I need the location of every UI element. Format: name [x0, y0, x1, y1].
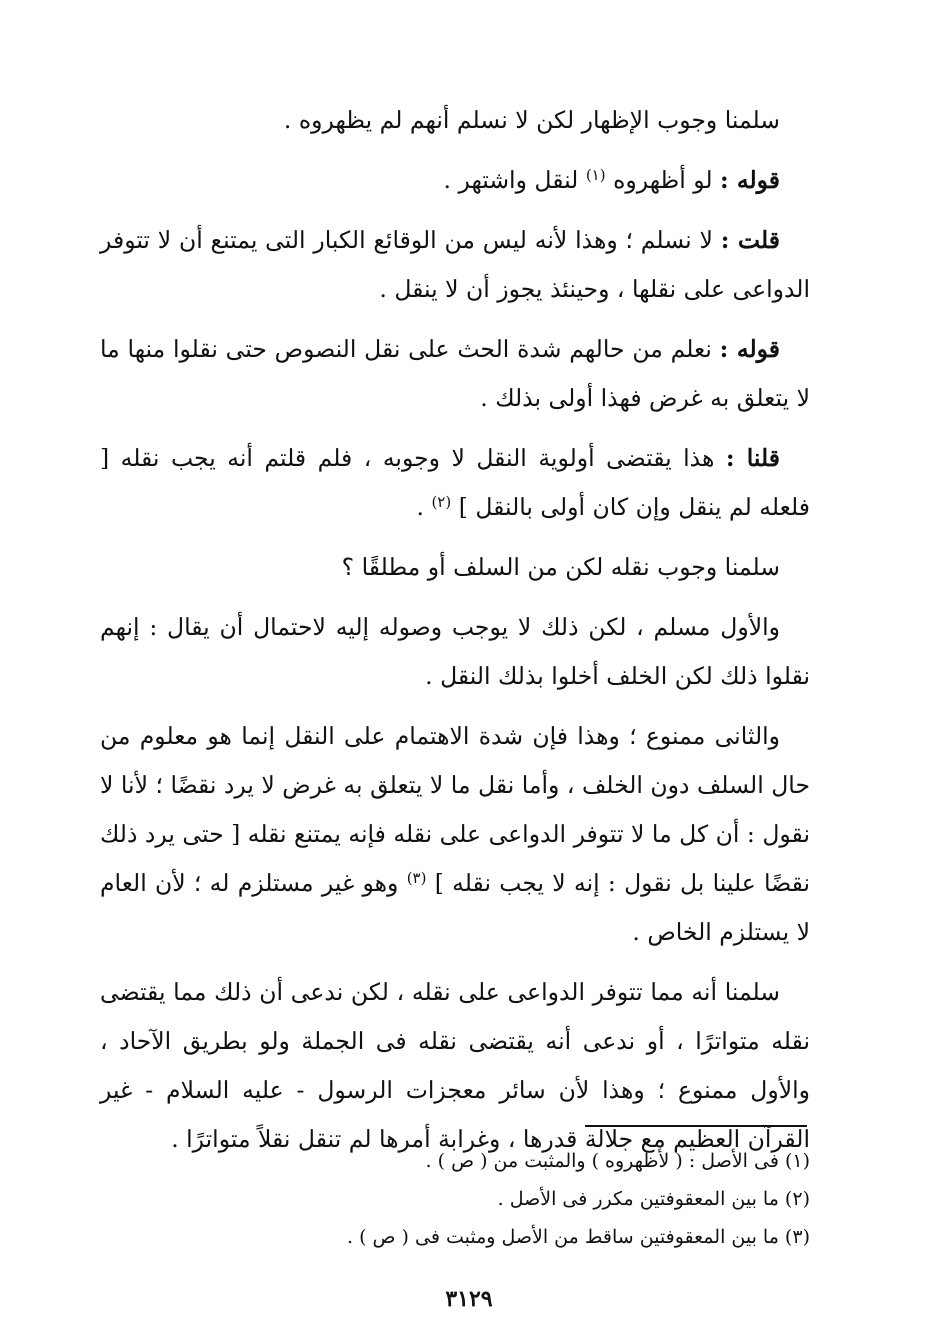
- page-number: ٣١٢٩: [445, 1286, 493, 1312]
- paragraph-5-text-before: هذا يقتضى أولوية النقل لا وجوبه ، فلم قلتم أنه يجب نقله [ فلعله لم ينقل وإن كان أولى بالنقل ]: [100, 444, 810, 521]
- paragraph-4-text: نعلم من حالهم شدة الحث على نقل النصوص حتى نقلوا منها ما لا يتعلق به غرض فهذا أولى بذلك .: [100, 335, 810, 412]
- paragraph-7-text: والأول مسلم ، لكن ذلك لا يوجب وصوله إليه لاحتمال أن يقال : إنهم نقلوا ذلك لكن الخلف أخلوا بذلك النقل .: [100, 613, 810, 690]
- paragraph-2-text-before: لو أظهروه: [605, 166, 720, 194]
- paragraph-1: [100, 96, 810, 145]
- paragraph-5: [100, 434, 810, 532]
- paragraph-6: [100, 543, 810, 592]
- paragraph-3-text: لا نسلم ؛ وهذا لأنه ليس من الوقائع الكبار التى يمتنع أن لا تتوفر الدواعى على نقلها ، وحينئذ يجوز أن لا ينقل .: [100, 226, 810, 303]
- paragraph-9-text: سلمنا أنه مما تتوفر الدواعى على نقله ، لكن ندعى أن ذلك مما يقتضى نقله متواترًا ، أو ندعى أنه يقتضى نقله فى الجملة ولو بطريق الآحاد ، والأول ممنوع ؛ وهذا لأن سائر معجزات الرسول - عليه السلام - غير القرآن العظيم مع جلالة قدرها ، وغرابة أمرها لم تنقل نقلاً متواترًا .: [100, 978, 810, 1153]
- footnotes: [100, 1142, 810, 1256]
- paragraph-2-label: قوله :: [720, 166, 780, 194]
- paragraph-1-text: سلمنا وجوب الإظهار لكن لا نسلم أنهم لم يظهروه .: [283, 106, 780, 134]
- main-text: [100, 96, 810, 1175]
- paragraph-5-label: قلنا :: [725, 444, 780, 472]
- paragraph-7: [100, 603, 810, 701]
- footnote-ref-3: (٣): [406, 869, 427, 887]
- footnote-1: (١) فى الأصل : ( لأظهروه ) والمثبت من ( ص ) .: [425, 1150, 810, 1172]
- paragraph-4-label: قوله :: [719, 335, 780, 363]
- paragraph-3: [100, 216, 810, 314]
- footnote-ref-2: (٢): [431, 493, 452, 511]
- footnote-2: (٢) ما بين المعقوفتين مكرر فى الأصل .: [497, 1188, 810, 1210]
- paragraph-6-text: سلمنا وجوب نقله لكن من السلف أو مطلقًا ؟: [341, 553, 780, 581]
- paragraph-8-text-after: وهو غير مستلزم له ؛ لأن العام لا يستلزم الخاص .: [100, 869, 810, 946]
- paragraph-5-text-after: .: [416, 493, 432, 521]
- paragraph-8-text-before: والثانى ممنوع ؛ وهذا فإن شدة الاهتمام على النقل إنما هو معلوم من حال السلف دون الخلف ، وأما نقل ما لا يتعلق به غرض لا يرد نقضًا ؛ لأنا لا نقول : أن كل ما لا تتوفر الدواعى على نقله فإنه يمتنع نقله [ حتى يرد ذلك نقضًا علينا بل نقول : إنه لا يجب نقله ]: [100, 722, 810, 897]
- paragraph-4: [100, 325, 810, 423]
- footnote-ref-1: (١): [585, 166, 606, 184]
- paragraph-9: [100, 968, 810, 1164]
- paragraph-2: [100, 156, 810, 205]
- footnote-divider: [585, 1125, 807, 1127]
- paragraph-8: [100, 712, 810, 957]
- paragraph-2-text-after: لنقل واشتهر .: [443, 166, 586, 194]
- footnote-3: (٣) ما بين المعقوفتين ساقط من الأصل ومثبت فى ( ص ) .: [347, 1226, 810, 1248]
- paragraph-3-label: قلت :: [720, 226, 780, 254]
